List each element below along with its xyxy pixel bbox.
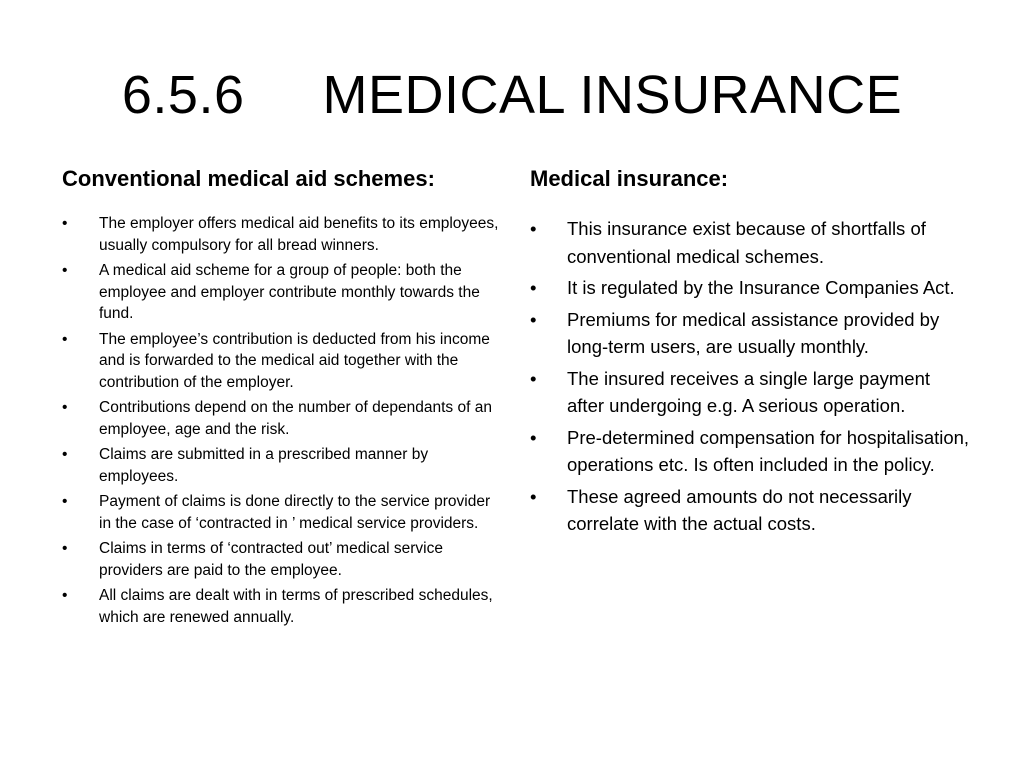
list-item xyxy=(530,215,970,270)
list-item xyxy=(62,538,502,581)
list-item-text: Contributions depend on the number of dependants of an employee, age and the risk. xyxy=(99,399,492,438)
list-item xyxy=(62,260,502,325)
list-item xyxy=(62,585,502,628)
list-item-text: Premiums for medical assistance provided by long-term users, are usually monthly. xyxy=(567,308,940,357)
bullet-icon: • xyxy=(62,587,68,604)
slide-title xyxy=(0,62,1024,128)
bullet-icon: • xyxy=(62,399,68,416)
slide-title-number: 6.5.6 xyxy=(121,65,245,125)
list-item xyxy=(62,397,502,440)
bullet-icon: • xyxy=(530,277,537,298)
right-bullet-list xyxy=(530,215,970,538)
bullet-icon: • xyxy=(530,426,537,448)
bullet-icon: • xyxy=(530,218,537,239)
list-item xyxy=(62,444,502,487)
bullet-icon: • xyxy=(62,215,68,232)
list-item-text: Claims are submitted in a prescribed manner by employees. xyxy=(99,446,429,485)
list-item xyxy=(62,491,502,534)
slide-title-text: MEDICAL INSURANCE xyxy=(322,65,903,125)
list-item-text: A medical aid scheme for a group of people: both the employee and employer contribute monthly towards the fund. xyxy=(99,262,480,322)
bullet-icon: • xyxy=(62,262,68,279)
bullet-icon: • xyxy=(62,330,68,348)
list-item-text: All claims are dealt with in terms of prescribed schedules, which are renewed annually. xyxy=(99,587,493,626)
left-column-heading: Conventional medical aid schemes: xyxy=(62,166,435,191)
list-item-text: The insured receives a single large payment after undergoing e.g. A serious operation. xyxy=(567,367,930,416)
left-column xyxy=(62,165,502,632)
list-item-text: This insurance exist because of shortfalls of conventional medical schemes. xyxy=(567,218,926,267)
bullet-icon: • xyxy=(530,485,537,507)
list-item xyxy=(530,365,970,420)
right-column xyxy=(530,165,970,542)
bullet-icon: • xyxy=(62,540,68,557)
list-item-text: Payment of claims is done directly to the service provider in the case of ‘contracted in ’ medical service providers. xyxy=(99,493,491,532)
list-item-text: These agreed amounts do not necessarily correlate with the actual costs. xyxy=(567,485,912,534)
list-item xyxy=(530,306,970,361)
list-item-text: Pre-determined compensation for hospitalisation, operations etc. Is often included in the policy. xyxy=(567,426,970,475)
bullet-icon: • xyxy=(530,308,537,330)
list-item xyxy=(530,483,970,538)
list-item-text: Claims in terms of ‘contracted out’ medical service providers are paid to the employee. xyxy=(99,540,443,579)
list-item xyxy=(530,274,970,302)
right-column-heading: Medical insurance: xyxy=(530,166,729,191)
bullet-icon: • xyxy=(530,367,537,389)
bullet-icon: • xyxy=(62,493,68,510)
list-item-text: The employee’s contribution is deducted from his income and is forwarded to the medical aid together with the contribution of the employer. xyxy=(99,330,490,391)
bullet-icon: • xyxy=(62,446,68,463)
list-item xyxy=(62,213,502,256)
list-item xyxy=(62,329,502,394)
list-item xyxy=(530,424,970,479)
list-item-text: The employer offers medical aid benefits to its employees, usually compulsory for all bread winners. xyxy=(99,215,499,254)
list-item-text: It is regulated by the Insurance Companies Act. xyxy=(567,277,955,298)
left-bullet-list xyxy=(62,213,502,628)
